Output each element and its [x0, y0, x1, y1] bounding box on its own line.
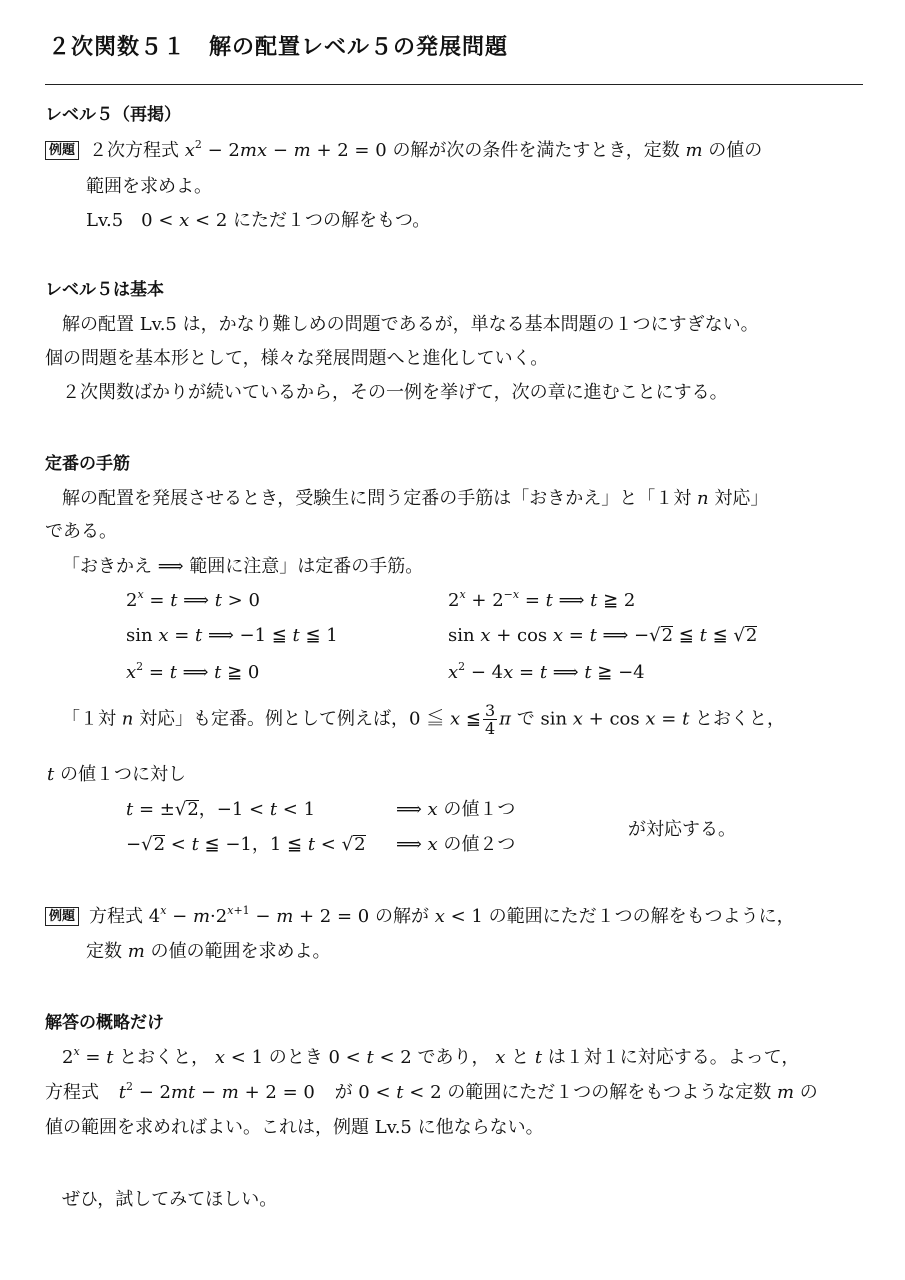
heading-standard-technique: 定番の手筋: [45, 454, 130, 474]
page-title: ２次関数５１ 解の配置レベル５の発展問題: [48, 35, 509, 60]
title-rule: [45, 84, 863, 85]
equation-1: $x^2 - 2mx - m + 2 = 0$: [184, 138, 387, 161]
t-value-line: t の値１つに対し: [47, 764, 186, 785]
heading-level5-basic: レベル５は基本: [45, 280, 164, 300]
map-row-1: t = ±√2，−1 < t < 1: [126, 799, 316, 820]
answer-line2: 方程式 $t^2 - 2mt - m + 2 = 0$ が 0 < t < 2 の範囲にただ１つの解をもつような定数 m の: [45, 1080, 818, 1103]
example2-line2: 定数 m の値の範囲を求めよ。: [86, 941, 331, 962]
technique-line1: 解の配置を発展させるとき，受験生に問う定番の手筋は「おきかえ」と「１対 n 対応」: [62, 488, 769, 509]
example-badge: 例題: [45, 907, 79, 926]
one-to-n-line: 「１対 n 対応」も定番。例として例えば，0 ≦ x ≦ $\frac{3}{4}$ π で sin x + cos x = t とおくと，: [62, 701, 786, 738]
map-row-1-result: ⟹ x の値１つ: [396, 799, 516, 820]
sub-square: $x^2 = t$ ⟹ t ≧ 0: [126, 660, 260, 683]
sub-quadratic: $x^2 - 4x = t$ ⟹ t ≧ −4: [448, 660, 645, 683]
sub-exp-sum: $2^x + 2^{-x} = t$ ⟹ t ≧ 2: [448, 588, 636, 611]
basic-line1: 解の配置 Lv.5 は，かなり難しめの問題であるが，単なる基本問題の１つにすぎない。: [62, 314, 759, 335]
map-row-2: −√2 < t ≦ −1，1 ≦ t < √2: [126, 834, 366, 855]
example1-condition: Lv.5 0 < x < 2 にただ１つの解をもつ。: [86, 210, 431, 231]
answer-line3: 値の範囲を求めればよい。これは，例題 Lv.5 に他ならない。: [45, 1117, 544, 1138]
example1-line2: 範囲を求めよ。: [86, 176, 212, 197]
sub-sincos: sin x + cos x = t ⟹ −√2 ≦ t ≦ √2: [448, 625, 758, 646]
equation-2: $4^x - m\cdot 2^{x+1} - m + 2 = 0$: [148, 904, 370, 927]
technique-line2: である。: [45, 521, 117, 542]
basic-line3: ２次関数ばかりが続いているから，その一例を挙げて，次の章に進むことにする。: [62, 382, 728, 403]
sub-exp: $2^x = t$ ⟹ t > 0: [126, 588, 260, 611]
basic-line2: 個の問題を基本形として，様々な発展問題へと進化していく。: [45, 348, 549, 369]
example-badge: 例題: [45, 141, 79, 160]
substitution-note: 「おきかえ ⟹ 範囲に注意」は定番の手筋。: [62, 556, 424, 577]
closing-line: ぜひ，試してみてほしい。: [62, 1189, 278, 1210]
equation-3: $t^2 - 2mt - m + 2 = 0$: [118, 1080, 315, 1103]
heading-level5-repost: レベル５（再掲）: [45, 105, 181, 125]
answer-line1: $2^x = t$ とおくと， x < 1 のとき 0 < t < 2 であり， x と t は１対１に対応する。よって，: [62, 1045, 800, 1068]
example1-line1: 例題 ２次方程式 $x^2 - 2mx - m + 2 = 0$ の解が次の条件を満たすとき，定数 m の値の: [45, 136, 762, 162]
map-row-2-result: ⟹ x の値２つ: [396, 834, 516, 855]
map-note: が対応する。: [628, 819, 736, 840]
sub-sin: sin x = t ⟹ −1 ≦ t ≦ 1: [126, 625, 338, 646]
example2-line1: 例題 方程式 $4^x - m\cdot 2^{x+1} - m + 2 = 0$ の解が x < 1 の範囲にただ１つの解をもつように，: [45, 902, 795, 928]
fraction-3-4: $\frac{3}{4}$: [484, 701, 496, 738]
heading-answer-outline: 解答の概略だけ: [45, 1013, 164, 1033]
